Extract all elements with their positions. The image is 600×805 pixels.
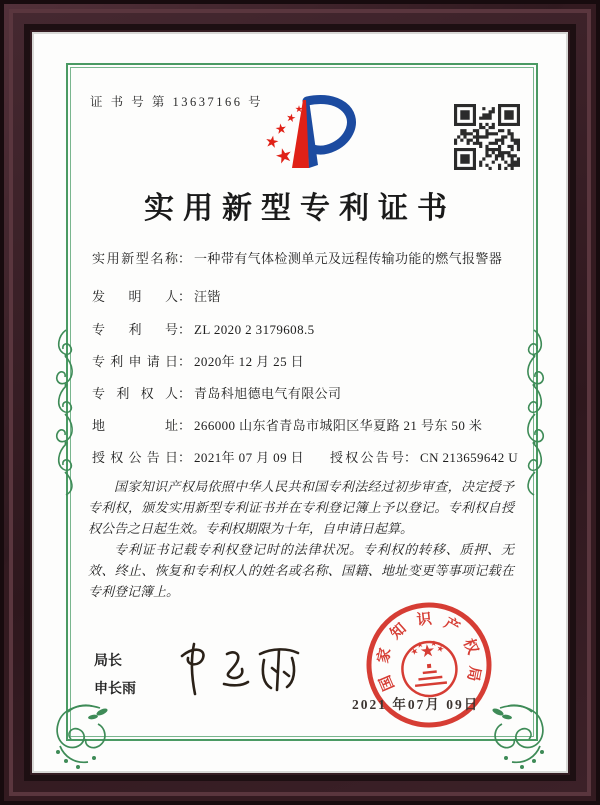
seal-char: 权 — [459, 636, 481, 657]
bottom-right-corner-flourish — [490, 698, 552, 772]
qr-code — [454, 104, 520, 170]
field-name — [92, 250, 534, 267]
field-colon: ： — [178, 386, 192, 401]
star-icon — [275, 123, 287, 134]
field-value: ZL 2020 2 3179608.5 — [194, 322, 315, 337]
seal-char: 知 — [387, 620, 410, 643]
field-patent-no — [92, 321, 534, 338]
star-icon — [265, 135, 279, 149]
field-label: 专利号 — [92, 322, 178, 337]
field-colon: ： — [178, 354, 192, 369]
signer-title: 局长 — [94, 654, 122, 669]
field-grant-no — [330, 449, 518, 466]
field-inventor — [92, 288, 534, 305]
cnipa-seal — [355, 591, 502, 738]
signer-name: 申长雨 — [94, 682, 136, 697]
seal-char: 产 — [441, 615, 463, 637]
star-icon — [420, 643, 435, 657]
field-label: 实用新型名称 — [92, 251, 178, 266]
bottom-left-corner-flourish — [48, 698, 110, 772]
field-filing-date — [92, 353, 534, 370]
seal-char: 局 — [463, 664, 483, 683]
field-value: 2020年 12 月 25 日 — [194, 354, 305, 369]
field-label: 授权公告日 — [92, 450, 178, 465]
certificate-number: 证 书 号 第 13637166 号 — [90, 95, 264, 109]
seal-char: 国 — [377, 672, 398, 693]
field-label: 授权公告号 — [330, 450, 404, 465]
seal-national-emblem — [400, 638, 460, 699]
cnipa-logo — [247, 92, 365, 174]
right-edge-flourish — [520, 326, 547, 498]
field-patentee — [92, 385, 534, 402]
legal-paragraph-1: 国家知识产权局依照中华人民共和国专利法经过初步审查，决定授予专利权，颁发实用新型专利证书并在专利登记簿上予以登记。专利权自授权公告之日起生效。专利权期限为十年，自申请日起算。 — [88, 479, 514, 536]
signer-block — [94, 648, 136, 704]
legal-text — [88, 476, 514, 602]
signature — [172, 636, 312, 698]
field-label: 专利申请日 — [92, 354, 178, 369]
field-label: 发明人 — [92, 289, 178, 304]
field-label: 专利权人 — [92, 386, 178, 401]
star-icon — [286, 113, 296, 123]
certificate-title: 实用新型专利证书 — [144, 192, 456, 225]
field-colon: ： — [178, 450, 192, 465]
field-value: 266000 山东省青岛市城阳区华夏路 21 号东 50 米 — [194, 418, 483, 433]
legal-paragraph-2: 专利证书记载专利权登记时的法律状况。专利权的转移、质押、无效、终止、恢复和专利权人的姓名或名称、国籍、地址变更等事项记载在专利登记簿上。 — [88, 542, 514, 599]
star-icon — [275, 146, 293, 164]
field-grant-date — [92, 449, 534, 466]
field-colon: ： — [178, 289, 192, 304]
seal-char: 家 — [375, 646, 395, 665]
field-label: 地址 — [92, 418, 178, 433]
field-value: 一种带有气体检测单元及远程传输功能的燃气报警器 — [194, 251, 503, 266]
left-edge-flourish — [53, 326, 80, 498]
field-value: 汪锴 — [194, 289, 221, 304]
field-colon: ： — [178, 251, 192, 266]
field-value: 2021年 07 月 09 日 — [194, 450, 305, 465]
seal-date: 2021 年07月 09日 — [352, 697, 480, 712]
field-colon: ： — [404, 450, 418, 465]
field-value: 青岛科旭德电气有限公司 — [194, 386, 342, 401]
field-colon: ： — [178, 418, 192, 433]
seal-char: 识 — [415, 611, 433, 629]
field-value: CN 213659642 U — [420, 450, 519, 465]
field-colon: ： — [178, 322, 192, 337]
field-address — [92, 417, 534, 434]
